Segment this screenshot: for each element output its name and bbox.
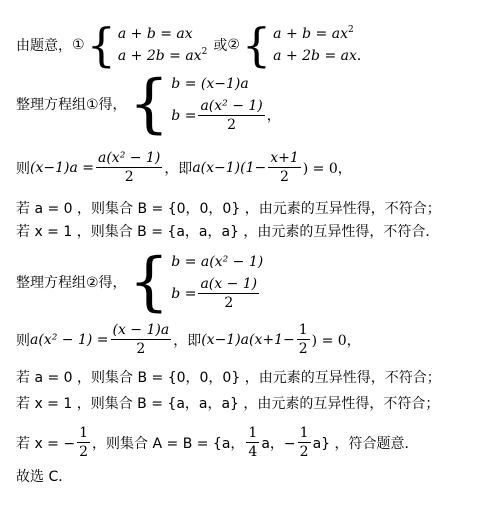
equation: b = (x−1)a	[171, 76, 249, 92]
denominator: 2	[299, 444, 309, 460]
text: a} ，符合题意．	[312, 435, 419, 452]
equation: ) = 0，	[302, 160, 352, 177]
numerator: a(x − 1)	[200, 276, 258, 292]
circled-number-2: ②	[227, 37, 240, 53]
numerator: x+1	[270, 150, 299, 166]
equation: a(x² − 1) =	[30, 331, 109, 348]
text: ，即	[173, 332, 202, 349]
left-brace-icon: {	[128, 245, 170, 319]
equation: a + b = ax	[117, 26, 193, 42]
equation: (x−1)a(x+1−	[201, 331, 295, 348]
denominator: 2	[79, 444, 89, 460]
line-simplify-system-2	[16, 245, 265, 319]
denominator: 2	[124, 169, 134, 185]
denominator: 2	[298, 341, 308, 357]
line-derive-equation-1	[16, 150, 352, 185]
text: a，−	[261, 435, 296, 452]
text: ，则集合 A = B = {a，	[92, 435, 245, 452]
text: 由题意，	[16, 38, 72, 54]
line-case-a-zero-1	[16, 198, 441, 218]
line-valid-case	[16, 425, 419, 460]
equation: a + b = ax	[273, 26, 348, 42]
denominator: 2	[136, 341, 146, 357]
equation-system-2: { $a + b = ax^2$ a + 2b = ax．	[241, 18, 371, 72]
equation-system-1: { a + b = ax $a + 2b = ax^2$	[86, 18, 208, 72]
text: 若 a = 0 ，则集合 B = {0，0，0} ，由元素的互异性得，不符合；	[16, 370, 441, 386]
text: 若 x = 1 ，则集合 B = {a，a，a} ，由元素的互异性得，不符合．	[16, 224, 440, 240]
numerator: 1	[248, 425, 258, 441]
numerator: a(x² − 1)	[200, 98, 263, 114]
equation: b = a(x² − 1)	[171, 254, 264, 270]
left-brace-icon: {	[241, 18, 272, 72]
denominator: 2	[280, 169, 289, 185]
numerator: 1	[79, 425, 89, 441]
line-derive-equation-2	[16, 322, 361, 357]
line-case-x-one-2	[16, 393, 439, 413]
numerator: (x − 1)a	[112, 322, 170, 338]
line-simplify-system-1	[16, 67, 283, 141]
text: 则	[16, 332, 30, 349]
equation: (x−1)a =	[30, 159, 94, 176]
line-problem-setup	[16, 18, 373, 72]
left-brace-icon: {	[86, 18, 116, 72]
equation-system	[128, 245, 264, 319]
denominator: 4	[248, 444, 258, 460]
numerator: a(x² − 1)	[97, 150, 161, 166]
text: ，即	[164, 160, 193, 177]
text: 若 a = 0 ，则集合 B = {0，0，0} ，由元素的互异性得，不符合；	[16, 201, 441, 217]
line-answer	[16, 466, 72, 486]
numerator: 1	[298, 322, 308, 338]
equation-system: { b = (x−1)a b = $\frac{\text{a(x² − 1)}}{2}$ ，	[128, 67, 281, 141]
equation: b =	[171, 285, 197, 302]
equation: ) = 0，	[311, 332, 361, 349]
equation: a(x−1)(1−	[192, 159, 267, 176]
text: 整理方程组①得，	[16, 97, 127, 113]
text: 整理方程组②得，	[16, 275, 127, 291]
answer-text: 故选 C．	[16, 469, 73, 485]
denominator: 2	[224, 295, 234, 311]
denominator: 2	[227, 117, 237, 133]
line-case-a-zero-2	[16, 367, 441, 387]
left-brace-icon: {	[128, 67, 170, 141]
text: 则	[16, 160, 30, 177]
equation: b =	[171, 107, 197, 124]
line-case-x-one-1	[16, 221, 439, 241]
text: 若 x = −	[16, 435, 76, 452]
text: 若 x = 1 ，则集合 B = {a，a，a} ，由元素的互异性得，不符合；	[16, 396, 440, 412]
equation: a + 2b = ax	[117, 48, 202, 64]
circled-number-1: ①	[72, 37, 85, 53]
equation: a + 2b = ax	[273, 48, 357, 64]
text: 或	[213, 38, 228, 54]
numerator: 1	[299, 425, 309, 441]
